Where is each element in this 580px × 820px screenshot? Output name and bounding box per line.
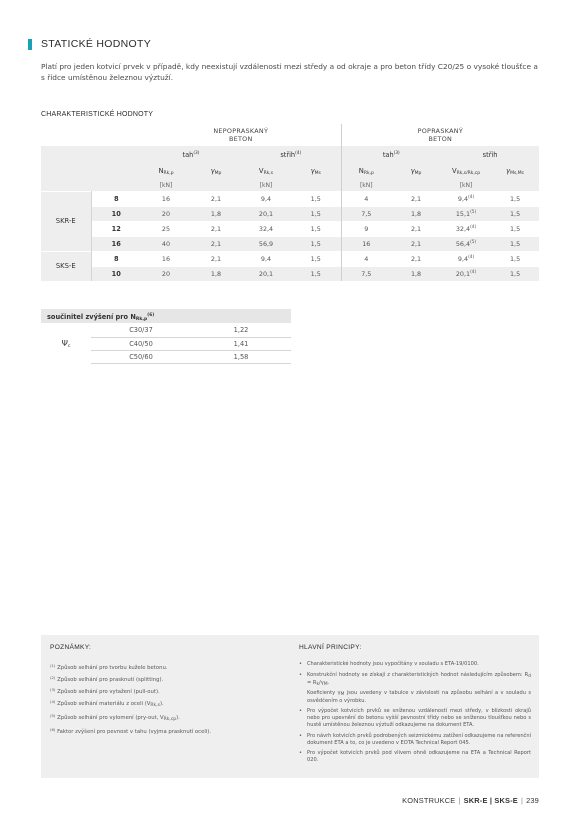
gms-cell: 1,5 [291,251,341,266]
note-text: Způsob selhání pro vytažení (pull-out). [57,689,160,695]
sym-n: N [358,167,364,175]
principle-item: • Pro výpočet kotvicích prvků pod vlivem ohně odkazujeme na ETA a Technical Report 020. [299,750,531,764]
gmp-cell: 2,1 [191,236,241,251]
sym-gamma-sub: Mp [414,171,422,176]
sym-n-rkp-cracked [341,163,391,180]
n-cell: 20 [141,206,191,221]
v-cracked-value: 15,1 [455,209,471,218]
gmp-cracked-cell: 1,8 [391,206,441,221]
n-cracked-cell: 7,5 [341,266,391,281]
gms-cracked-cell: 1,5 [491,221,539,236]
sym-gamma: γ [506,167,511,175]
note-text: Způsob selhání materiálu z oceli (V [57,701,151,707]
note-text: Způsob selhání pro prasknutí (splitting). [57,677,164,683]
coef-value-cell: 1,58 [191,350,291,363]
note-tail: ). [159,701,164,707]
tension-label: tah [182,150,194,159]
principle-item: • Charakteristické hodnoty jsou vypočítány v souladu s ETA-19/0100. [299,661,531,668]
table-row [41,206,539,221]
size-cell: 10 [91,266,141,281]
v-cell: 32,4 [241,221,291,236]
v-cell: 9,4 [241,251,291,266]
gms-cell: 1,5 [291,206,341,221]
gms-cell: 1,5 [291,236,341,251]
gms-cracked-cell: 1,5 [491,206,539,221]
shear-header-cracked [441,146,539,163]
n-cell: 16 [141,191,191,206]
coef-value-cell: 1,22 [191,324,291,337]
v-cracked-note: (5) [470,239,477,245]
size-cell: 8 [91,251,141,266]
title-accent-bar [28,39,32,50]
gmp-cell: 1,8 [191,206,241,221]
concrete-class-cell: C50/60 [91,350,191,363]
size-cell: 16 [91,236,141,251]
n-cracked-cell: 9 [341,221,391,236]
size-cell: 12 [91,221,141,236]
sym-n-rkp [141,163,191,180]
psi-symbol [41,324,91,363]
note-number: (1) [50,663,56,668]
gms-cracked-cell: 1,5 [491,191,539,206]
uncracked-line1: NEPOPRASKANÝ [213,127,269,135]
sym-v: V [451,167,457,175]
v-cracked-cell [441,191,491,206]
note-text: Způsob selhání pro tvorbu kužele betonu. [57,665,168,671]
unit-kn: [kN] [141,180,191,191]
gmp-cell: 1,8 [191,266,241,281]
sym-gamma-ms [291,163,341,180]
note-tail: ). [176,715,180,721]
page-footer [402,796,539,805]
principle-sub: M [340,691,345,697]
v-cracked-note: (5) [470,209,477,215]
table-row [41,191,539,206]
note-number: (2) [50,675,56,680]
table-row [41,251,539,266]
section-title-text: STATICKÉ HODNOTY [41,38,151,50]
sym-gamma-mp [191,163,241,180]
sym-v-rks-rkcp [441,163,491,180]
gmp-cell: 2,1 [191,251,241,266]
notes-title: POZNÁMKY: [50,644,92,651]
gms-cell: 1,5 [291,266,341,281]
characteristic-values-table [41,124,539,281]
tension-note: (3) [193,150,200,156]
tension-note-cracked: (3) [393,150,400,156]
table-row [41,221,539,236]
footer-section: KONSTRUKCE [402,796,456,805]
v-cell: 20,1 [241,266,291,281]
v-cracked-value: 20,1 [455,269,471,278]
v-cracked-value: 9,4 [457,194,469,203]
uncracked-line2: BETON [228,135,253,143]
notes-column [41,635,290,778]
symbol-header-row [41,163,539,180]
n-cell: 16 [141,251,191,266]
principle-item: • Pro návrh kotvicích prvků podrobených seizmickému zatížení odkazujeme na referenční dokument ETA a to, co je uvedeno v EOTA Technical Report 045. [299,733,531,747]
concrete-class-cell: C30/37 [91,324,191,337]
sym-v-sub: Rk,s [263,171,274,176]
principle-sub: d [528,673,531,679]
sym-gamma: γ [310,167,315,175]
psi-sub: c [67,343,71,349]
n-cell: 40 [141,236,191,251]
coef-caption-text: součinitel zvýšení pro N [47,313,136,321]
coef-caption-sub: Rk,p [135,317,148,322]
size-cell: 10 [91,206,141,221]
gms-cell: 1,5 [291,221,341,236]
gms-cracked-cell: 1,5 [491,236,539,251]
v-cracked-cell [441,236,491,251]
sym-n-sub: Rk,p [363,171,374,176]
principle-text: jsou uvedeny v tabulce v závislosti na způsobu selhání a v souladu s osvědčením o výrobku. [307,689,531,704]
v-cell: 20,1 [241,206,291,221]
tension-label-cracked: tah [382,150,394,159]
principle-text: /γ [319,679,324,686]
sym-v-sub: Rk,s/Rk,cp [456,171,481,176]
v-cell: 9,4 [241,191,291,206]
uncracked-concrete-header [141,124,341,146]
shear-label-cracked: střih [482,150,498,159]
v-cracked-cell [441,221,491,236]
principles-title: HLAVNÍ PRINCIPY: [299,644,362,651]
gmp-cracked-cell: 2,1 [391,191,441,206]
page-number: 239 [526,796,539,805]
gmp-cracked-cell: 2,1 [391,236,441,251]
sym-n-sub: Rk,p [163,171,174,176]
sym-n: N [158,167,164,175]
n-cracked-cell: 16 [341,236,391,251]
shear-label: střih [280,150,296,159]
note-text: Způsob selhání pro vylomení (pry-out, V [57,715,164,721]
sym-gamma: γ [410,167,415,175]
gmp-cell: 2,1 [191,221,241,236]
table-caption: CHARAKTERISTICKÉ HODNOTY [41,111,154,118]
notes-box [41,635,539,778]
note-number: (6) [50,727,56,732]
table-row [41,236,539,251]
load-type-header-row [41,146,539,163]
v-cracked-note: (4) [470,224,477,230]
n-cell: 20 [141,266,191,281]
note-text: Faktor zvýšení pro pevnost v tahu (vyjma prasknutí oceli). [57,729,212,735]
condition-header-row [41,124,539,146]
unit-kn: [kN] [441,180,491,191]
unit-kn: [kN] [241,180,291,191]
sym-v: V [258,167,264,175]
shear-header [241,146,341,163]
note-number: (4) [50,699,56,704]
principles-list [299,661,531,764]
cracked-line1: POPRASKANÝ [417,127,464,135]
gms-cell: 1,5 [291,191,341,206]
section-title [28,38,151,50]
v-cracked-value: 32,4 [455,224,471,233]
psi-letter: Ψ [61,338,68,348]
note-item [50,673,282,685]
sym-gamma-sub: Ms [314,171,321,176]
gmp-cracked-cell: 2,1 [391,251,441,266]
v-cracked-cell [441,206,491,221]
note-item [50,725,282,737]
size-cell: 8 [91,191,141,206]
principles-column [290,635,539,778]
v-cracked-value: 9,4 [457,254,469,263]
principle-sub: M [323,681,328,687]
note-item [50,661,282,673]
tension-header [141,146,241,163]
gmp-cracked-cell: 2,1 [391,221,441,236]
concrete-class-cell: C40/50 [91,337,191,350]
v-cracked-cell [441,251,491,266]
cracked-line2: BETON [428,135,453,143]
gmp-cell: 2,1 [191,191,241,206]
gms-cracked-cell: 1,5 [491,251,539,266]
v-cracked-note: (4) [468,194,475,200]
coef-caption-note: (6) [147,313,155,318]
principle-item: • Pro výpočet kotvicích prvků se sníženou vzdáleností mezi středy, v blízkosti okrajů nebo pro upevnění do betonu vyšší pevnostní třídy nebo se sníženou tloušťkou nebo s hustě umístěnou železnou výztuží odkazujeme na dokument ETA. [299,708,531,729]
coefficient-table [41,324,291,364]
principle-text: Koeficienty γ [307,689,341,696]
v-cracked-note: (4) [468,254,475,260]
sym-gamma-ms-mc [491,163,539,180]
note-item [50,697,282,711]
principle-sub: k [316,681,320,687]
footer-separator: | [520,796,524,805]
n-cracked-cell: 7,5 [341,206,391,221]
n-cracked-cell: 4 [341,191,391,206]
cracked-concrete-header [341,124,539,146]
product-name: SKS-E [41,251,91,281]
sym-gamma-sub: Ms,Mc [510,171,525,176]
gmp-cracked-cell: 1,8 [391,266,441,281]
principle-text: = R [307,679,317,686]
tension-header-cracked [341,146,441,163]
gms-cracked-cell: 1,5 [491,266,539,281]
v-cell: 56,9 [241,236,291,251]
unit-header-row [41,180,539,191]
note-sub: Rk,cp [163,717,177,722]
note-sub: Rk,s [150,703,160,708]
sym-gamma: γ [210,167,215,175]
sym-gamma-sub: Mp [214,171,222,176]
principle-text: . [327,679,330,686]
table-row [41,266,539,281]
sym-v-rks [241,163,291,180]
note-number: (5) [50,713,56,718]
note-item [50,685,282,697]
v-cracked-note: (4) [470,269,477,275]
n-cracked-cell: 4 [341,251,391,266]
n-cell: 25 [141,221,191,236]
sym-gamma-mp-cracked [391,163,441,180]
note-item [50,711,282,725]
intro-paragraph: Platí pro jeden kotvicí prvek v případě, kdy neexistují vzdálenosti mezi středy a od okraje a pro beton třídy C20/25 o vysoké tloušťce a s řídce umístěnou železnou výztuží. [41,62,538,82]
v-cracked-cell [441,266,491,281]
unit-kn: [kN] [341,180,391,191]
shear-note: (4) [295,150,302,156]
footer-separator: | [458,796,461,805]
coef-value-cell: 1,41 [191,337,291,350]
coefficient-caption [41,309,291,323]
principle-text: Konstrukční hodnoty se získají z charakteristických hodnot následujícím způsobem: R [307,671,529,678]
table-row [41,324,291,337]
note-number: (3) [50,687,56,692]
product-name: SKR-E [41,191,91,251]
principle-subtext [307,690,531,705]
footer-product: SKR-E | SKS-E [463,796,518,805]
v-cracked-value: 56,4 [455,239,471,248]
principle-item [299,672,531,705]
